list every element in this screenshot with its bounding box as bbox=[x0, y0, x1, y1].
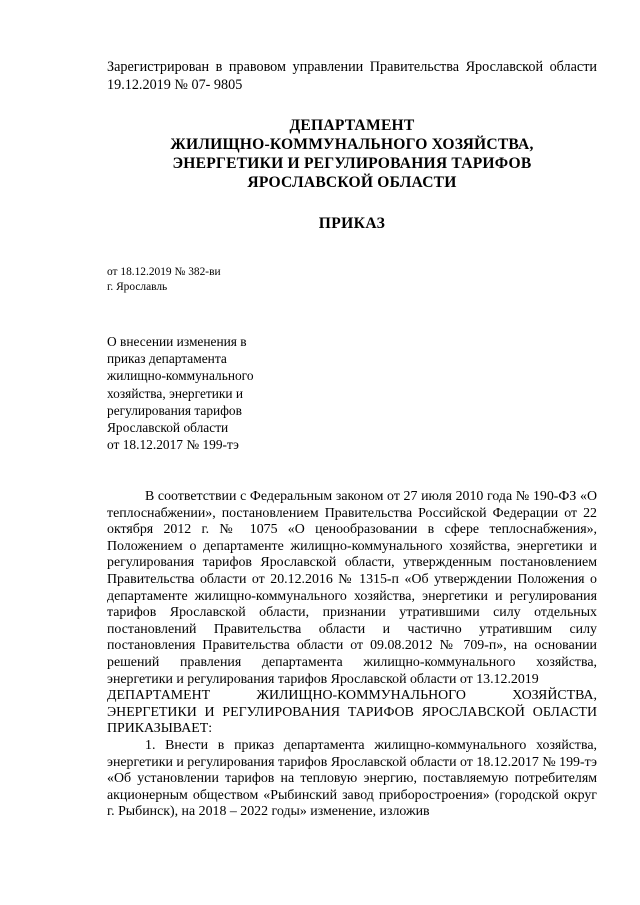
order-body bbox=[107, 489, 597, 821]
department-line: ЖИЛИЩНО-КОММУНАЛЬНОГО ХОЗЯЙСТВА, bbox=[170, 136, 534, 153]
department-line: ЭНЕРГЕТИКИ И РЕГУЛИРОВАНИЯ ТАРИФОВ bbox=[172, 155, 532, 172]
order-meta bbox=[107, 265, 221, 295]
order-city: г. Ярославль bbox=[107, 281, 168, 293]
department-line: ДЕПАРТАМЕНТ bbox=[289, 117, 415, 134]
subject-line: Ярославской области bbox=[107, 420, 229, 436]
subject-line: жилищно-коммунального bbox=[107, 368, 254, 384]
subject-line: О внесении изменения в bbox=[107, 334, 247, 349]
registration-note: Зарегистрирован в правовом управлении Правительства Ярославской области 19.12.2019 № 07- 9805 bbox=[107, 59, 597, 93]
orders-paragraph: ДЕПАРТАМЕНТ ЖИЛИЩНО-КОММУНАЛЬНОГО ХОЗЯЙСТВА, ЭНЕРГЕТИКИ И РЕГУЛИРОВАНИЯ ТАРИФОВ ЯРОСЛАВСКОЙ ОБЛАСТИ ПРИКАЗЫВАЕТ: bbox=[107, 688, 597, 737]
basis-paragraph: В соответствии с Федеральным законом от 27 июля 2010 года № 190-ФЗ «О теплоснабжении», постановлением Правительства Российской Федерации от 22 октября 2012 г. № 1075 «О ценообразовании в сфере теплоснабжения», Положением о департаменте жилищно-коммунального хозяйства, энергетики и регулирования тарифов Ярославской области, утвержденным постановлением Правительства области от 20.12.2016 № 1315-п «Об утверждении Положения о департаменте жилищно-коммунального хозяйства, энергетики и регулирования тарифов Ярославской области, признании утратившими силу отдельных постановлений Правительства области и частично утратившим силу постановления Правительства области от 09.08.2012 № 709-п», на основании решений правления департамента жилищно-коммунального хозяйства, энергетики и регулирования тарифов Ярославской области от 13.12.2019 bbox=[107, 489, 597, 687]
department-line: ЯРОСЛАВСКОЙ ОБЛАСТИ bbox=[247, 174, 457, 191]
subject-line: от 18.12.2017 № 199-тэ bbox=[107, 437, 239, 453]
order-title: ПРИКАЗ bbox=[318, 215, 386, 232]
subject-line: приказ департамента bbox=[107, 351, 227, 367]
subject-line: хозяйства, энергетики и bbox=[107, 385, 244, 401]
department-header bbox=[107, 116, 597, 192]
order-date-number: от 18.12.2019 № 382-ви bbox=[107, 266, 221, 278]
order-subject bbox=[107, 333, 254, 453]
item-1-paragraph: 1. Внести в приказ департамента жилищно-коммунального хозяйства, энергетики и регулирования тарифов Ярославской области от 18.12.2017 № 199-тэ «Об установлении тарифов на тепловую энергию, поставляемую потребителям акционерным обществом «Рыбинский завод приборостроения» (городской округ г. Рыбинск), на 2018 – 2022 годы» изменение, изложив bbox=[107, 737, 597, 820]
subject-line: регулирования тарифов bbox=[107, 402, 242, 418]
